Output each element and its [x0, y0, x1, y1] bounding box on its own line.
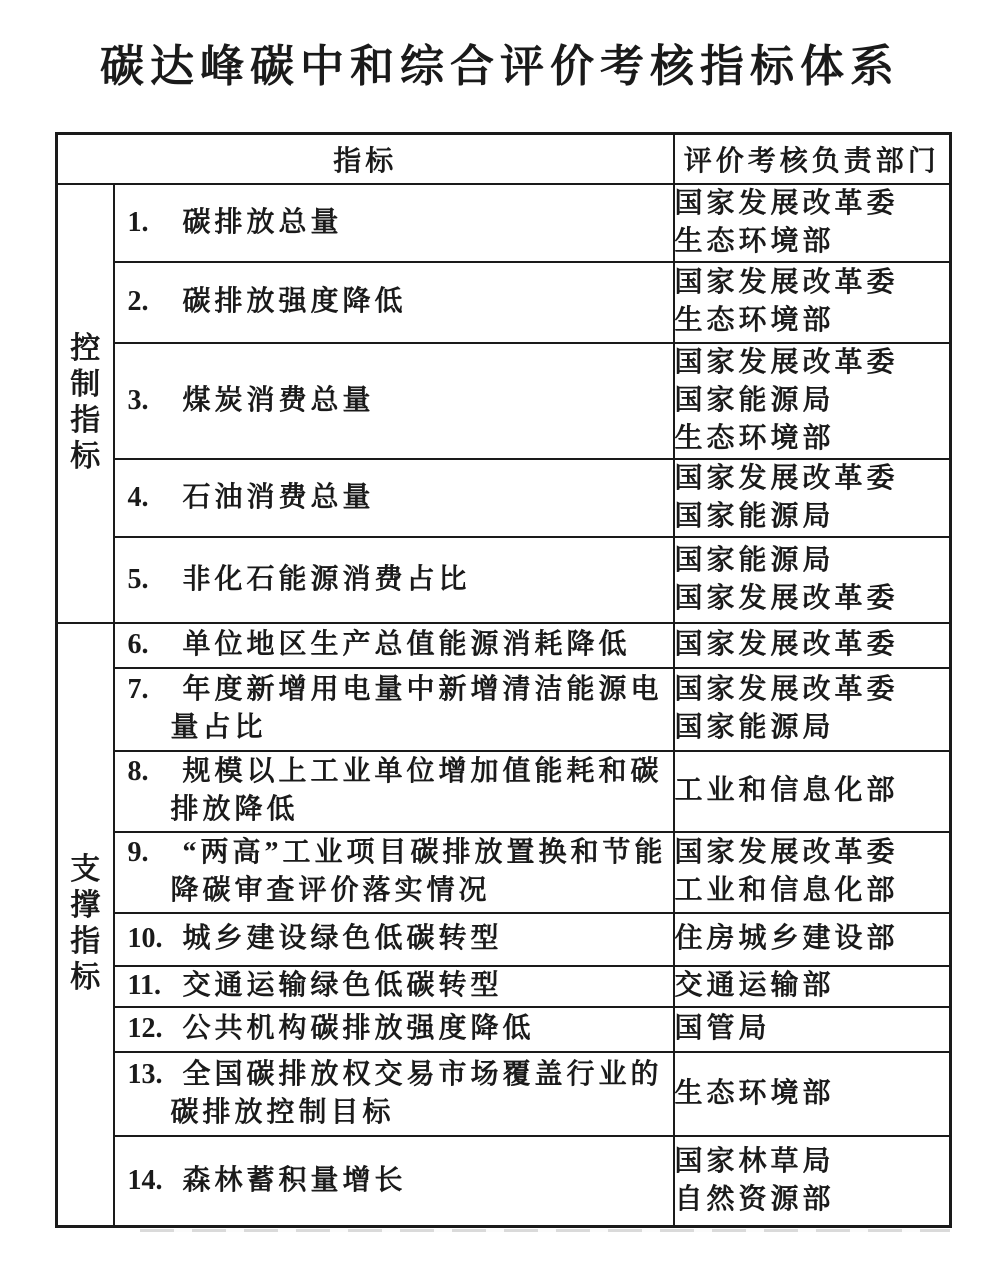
- department-line: 生态环境部: [674, 1077, 835, 1109]
- row-number: 1.: [127, 206, 149, 238]
- header-indicator: 指标: [57, 134, 674, 184]
- indicator-line: 碳排放控制目标: [170, 1096, 395, 1128]
- indicator-text: [170, 834, 667, 910]
- department-line: 国家林草局: [674, 1145, 835, 1177]
- indicator-line: 碳排放强度降低: [182, 286, 407, 317]
- indicator-line: 规模以上工业单位增加值能耗和碳: [182, 756, 663, 787]
- department-line: 国家发展改革委: [674, 346, 899, 378]
- table-row: [57, 966, 951, 1007]
- indicator-line: 交通运输绿色低碳转型: [182, 970, 503, 1001]
- department-line: 生态环境部: [674, 225, 835, 257]
- indicator-text: [183, 382, 375, 420]
- table-row: [57, 623, 951, 668]
- department-cell: [674, 1007, 951, 1052]
- table-row: [57, 459, 951, 537]
- group-label-control: [57, 184, 114, 623]
- indicator-line: 城乡建设绿色低碳转型: [182, 923, 503, 954]
- department-line: 住房城乡建设部: [674, 923, 899, 954]
- indicator-cell: [114, 1007, 674, 1052]
- department-line: 国家发展改革委: [674, 837, 899, 868]
- indicator-cell: [114, 623, 674, 668]
- group-label-support: [57, 623, 114, 1227]
- indicator-cell: [114, 1136, 674, 1227]
- indicator-line: 石油消费总量: [182, 481, 375, 513]
- indicator-line: 公共机构碳排放强度降低: [182, 1013, 535, 1044]
- indicator-text: [183, 626, 631, 664]
- indicator-text: [183, 561, 471, 599]
- row-number: 11.: [127, 970, 161, 1001]
- indicator-cell: [114, 832, 674, 913]
- indicator-line: 森林蓄积量增长: [182, 1164, 407, 1196]
- indicator-cell: [114, 966, 674, 1007]
- indicator-cell: [114, 343, 674, 459]
- department-line: 交通运输部: [674, 970, 835, 1001]
- row-number: 7.: [127, 674, 149, 705]
- indicator-cell: [114, 913, 674, 966]
- indicator-text: [183, 967, 503, 1005]
- table-row: [57, 1052, 951, 1136]
- department-line: 国家发展改革委: [674, 462, 899, 494]
- department-line: 国家能源局: [674, 712, 835, 743]
- department-line: 国家能源局: [674, 544, 835, 576]
- department-line: 国家发展改革委: [674, 629, 899, 660]
- indicator-text: [183, 283, 407, 321]
- group-label-text: 控制指标: [70, 332, 101, 473]
- indicator-line: 单位地区生产总值能源消耗降低: [182, 629, 631, 660]
- indicator-text: [183, 920, 503, 958]
- department-line: 国家能源局: [674, 500, 835, 532]
- indicator-table: [55, 132, 952, 1228]
- department-cell: [674, 751, 951, 832]
- indicator-line: “两高”工业项目碳排放置换和节能: [182, 837, 667, 868]
- department-cell: [674, 262, 951, 343]
- department-line: 工业和信息化部: [674, 775, 899, 806]
- group-label-text: 支撑指标: [70, 853, 101, 995]
- department-cell: [674, 184, 951, 262]
- indicator-line: 非化石能源消费占比: [182, 563, 471, 595]
- department-cell: [674, 832, 951, 913]
- scan-artifact-line: [140, 1229, 950, 1232]
- indicator-cell: [114, 537, 674, 623]
- table-header-row: [57, 134, 951, 184]
- department-line: 国管局: [674, 1013, 771, 1044]
- indicator-text: [183, 479, 375, 517]
- department-line: 国家发展改革委: [674, 674, 899, 705]
- department-line: 自然资源部: [674, 1183, 835, 1215]
- department-cell: [674, 966, 951, 1007]
- department-line: 生态环境部: [674, 422, 835, 454]
- department-cell: [674, 913, 951, 966]
- row-number: 3.: [127, 384, 149, 416]
- indicator-line: 碳排放总量: [182, 206, 343, 238]
- row-number: 10.: [127, 923, 163, 954]
- department-line: 工业和信息化部: [674, 875, 899, 906]
- table-row: [57, 1136, 951, 1227]
- page-title: 碳达峰碳中和综合评价考核指标体系: [100, 42, 900, 91]
- department-line: 国家发展改革委: [674, 187, 899, 219]
- indicator-text: [183, 1162, 407, 1200]
- row-number: 9.: [127, 837, 149, 868]
- department-cell: [674, 1052, 951, 1136]
- table-row: [57, 668, 951, 751]
- row-number: 4.: [127, 481, 149, 513]
- department-line: 生态环境部: [674, 305, 835, 336]
- indicator-cell: [114, 184, 674, 262]
- department-cell: [674, 343, 951, 459]
- table-row: [57, 262, 951, 343]
- indicator-text: [183, 1010, 535, 1048]
- row-number: 8.: [127, 756, 149, 787]
- indicator-text: [183, 204, 343, 242]
- department-cell: [674, 1136, 951, 1227]
- department-cell: [674, 623, 951, 668]
- indicator-text: [170, 671, 663, 747]
- table-row: [57, 1007, 951, 1052]
- table-row: [57, 537, 951, 623]
- table-row: [57, 343, 951, 459]
- indicator-line: 煤炭消费总量: [182, 384, 375, 416]
- indicator-cell: [114, 751, 674, 832]
- department-cell: [674, 668, 951, 751]
- indicator-text: [170, 1056, 663, 1132]
- department-line: 国家发展改革委: [674, 267, 899, 298]
- department-line: 国家能源局: [674, 384, 835, 416]
- row-number: 12.: [127, 1013, 163, 1044]
- indicator-line: 年度新增用电量中新增清洁能源电: [182, 674, 663, 705]
- row-number: 5.: [127, 563, 149, 595]
- table-row: [57, 913, 951, 966]
- indicator-line: 量占比: [170, 712, 267, 743]
- indicator-cell: [114, 1052, 674, 1136]
- row-number: 2.: [127, 286, 149, 317]
- indicator-text: [170, 753, 663, 829]
- row-number: 6.: [127, 629, 149, 660]
- indicator-line: 排放降低: [170, 794, 299, 825]
- indicator-line: 全国碳排放权交易市场覆盖行业的: [182, 1058, 663, 1090]
- department-line: 国家发展改革委: [674, 582, 899, 614]
- indicator-cell: [114, 459, 674, 537]
- indicator-cell: [114, 262, 674, 343]
- department-cell: [674, 459, 951, 537]
- header-department: 评价考核负责部门: [674, 134, 951, 184]
- indicator-cell: [114, 668, 674, 751]
- row-number: 13.: [127, 1058, 163, 1090]
- row-number: 14.: [127, 1164, 163, 1196]
- table-row: [57, 184, 951, 262]
- table-row: [57, 751, 951, 832]
- indicator-line: 降碳审查评价落实情况: [170, 875, 491, 906]
- table-row: [57, 832, 951, 913]
- department-cell: [674, 537, 951, 623]
